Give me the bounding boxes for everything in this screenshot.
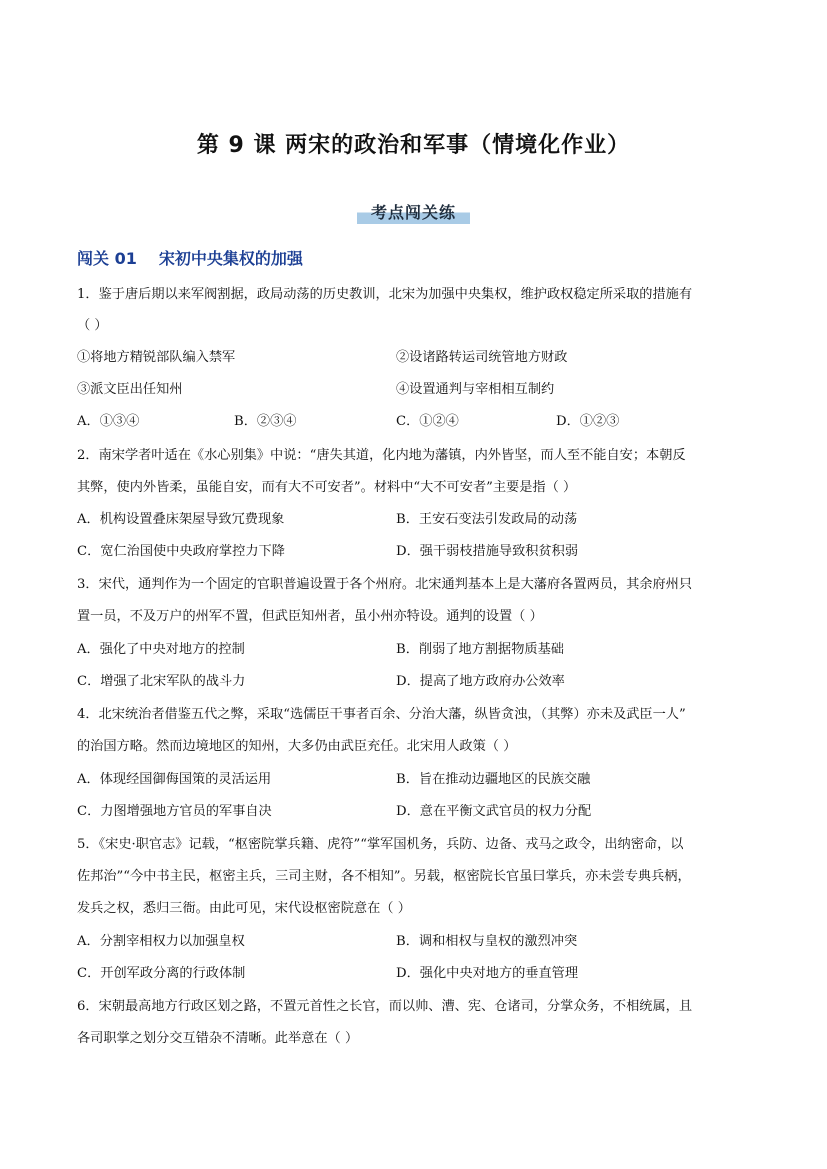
question-3-option-b[interactable]: B．削弱了地方割据物质基础 [396,642,564,657]
question-3-stem-line: 3．宋代，通判作为一个固定的官职普遍设置于各个州府。北宋通判基本上是大藩府各置两员，其余府州只 [77,577,693,592]
section-title: 宋初中央集权的加强 [158,249,303,268]
section-banner: 考点闯关练 [357,198,470,224]
question-1-option-d[interactable]: D．①②③ [556,414,620,429]
question-2-option-c[interactable]: C．宽仁治国使中央政府掌控力下降 [77,544,285,559]
question-3-option-a[interactable]: A．强化了中央对地方的控制 [77,642,245,657]
question-5-stem-line: 佐邦治”“今中书主民，枢密主兵，三司主财，各不相知”。另载，枢密院长官虽曰掌兵，亦未尝专典兵柄， [77,869,691,884]
question-1-option-c[interactable]: C．①②④ [396,414,459,429]
question-1-stem-line: （ ） [77,318,108,333]
question-2-option-d[interactable]: D．强干弱枝措施导致积贫积弱 [396,544,579,559]
question-5-option-a[interactable]: A．分割宰相权力以加强皇权 [77,934,245,949]
question-1-item: ①将地方精锐部队编入禁军 [77,350,236,365]
question-4-option-b[interactable]: B．旨在推动边疆地区的民族交融 [396,772,591,787]
question-4-option-a[interactable]: A．体现经国御侮国策的灵活运用 [77,772,272,787]
question-5-option-b[interactable]: B．调和相权与皇权的激烈冲突 [396,934,578,949]
question-4-option-c[interactable]: C．力图增强地方官员的军事自决 [77,804,272,819]
question-3-option-d[interactable]: D．提高了地方政府办公效率 [396,674,565,689]
question-5-option-c[interactable]: C．开创军政分离的行政体制 [77,966,246,981]
question-1-option-a[interactable]: A．①③④ [77,414,140,429]
question-5-stem-line: 5．《宋史·职官志》记载，“枢密院掌兵籍、虎符”“掌军国机务，兵防、边备、戎马之政令，出纳密命，以 [77,837,684,852]
question-6-stem-line: 6．宋朝最高地方行政区划之路，不置元首性之长官，而以帅、漕、宪、仓诸司，分掌众务，不相统属，且 [77,999,693,1014]
question-1-stem-line: 1．鉴于唐后期以来军阀割据，政局动荡的历史教训，北宋为加强中央集权，维护政权稳定所采取的措施有 [77,287,693,302]
question-1-option-b[interactable]: B．②③④ [234,414,297,429]
question-4-option-d[interactable]: D．意在平衡文武官员的权力分配 [396,804,592,819]
question-2-option-b[interactable]: B．王安石变法引发政局的动荡 [396,512,578,527]
question-1-item: ②设诸路转运司统管地方财政 [396,350,568,365]
question-5-stem-line: 发兵之权，悉归三衙。由此可见，宋代设枢密院意在（ ） [77,901,411,916]
page-title: 第 9 课 两宋的政治和军事（情境化作业） [196,133,631,158]
question-1-item: ③派文臣出任知州 [77,382,183,397]
question-6-stem-line: 各司职掌之划分交互错杂不清晰。此举意在（ ） [77,1031,359,1046]
question-4-stem-line: 4．北宋统治者借鉴五代之弊，采取“选儒臣干事者百余、分治大藩，纵皆贪浊，（其弊）亦未及武臣一人” [77,707,686,722]
section-number: 闯关 01 [77,249,137,268]
question-1-items-row [77,380,767,400]
question-2-option-a[interactable]: A．机构设置叠床架屋导致冗费现象 [77,512,285,527]
question-5-option-d[interactable]: D．强化中央对地方的垂直管理 [396,966,579,981]
section-banner-wrap [0,198,827,224]
question-4-stem-line: 的治国方略。然而边境地区的知州，大多仍由武臣充任。北宋用人政策（ ） [77,739,517,754]
question-1-items-row [77,348,767,368]
question-2-stem-line: 其弊，使内外皆柔，虽能自安，而有大不可安者”。材料中“大不可安者”主要是指（ ） [77,480,577,495]
question-1-item: ④设置通判与宰相相互制约 [396,382,555,397]
question-2-stem-line: 2．南宋学者叶适在《水心别集》中说：“唐失其道，化内地为藩镇，内外皆坚，而人至不能自安；本朝反 [77,448,686,463]
question-3-stem-line: 置一员，不及万户的州军不置，但武臣知州者，虽小州亦特设。通判的设置（ ） [77,609,543,624]
question-3-option-c[interactable]: C．增强了北宋军队的战斗力 [77,674,246,689]
section-heading [77,246,303,269]
